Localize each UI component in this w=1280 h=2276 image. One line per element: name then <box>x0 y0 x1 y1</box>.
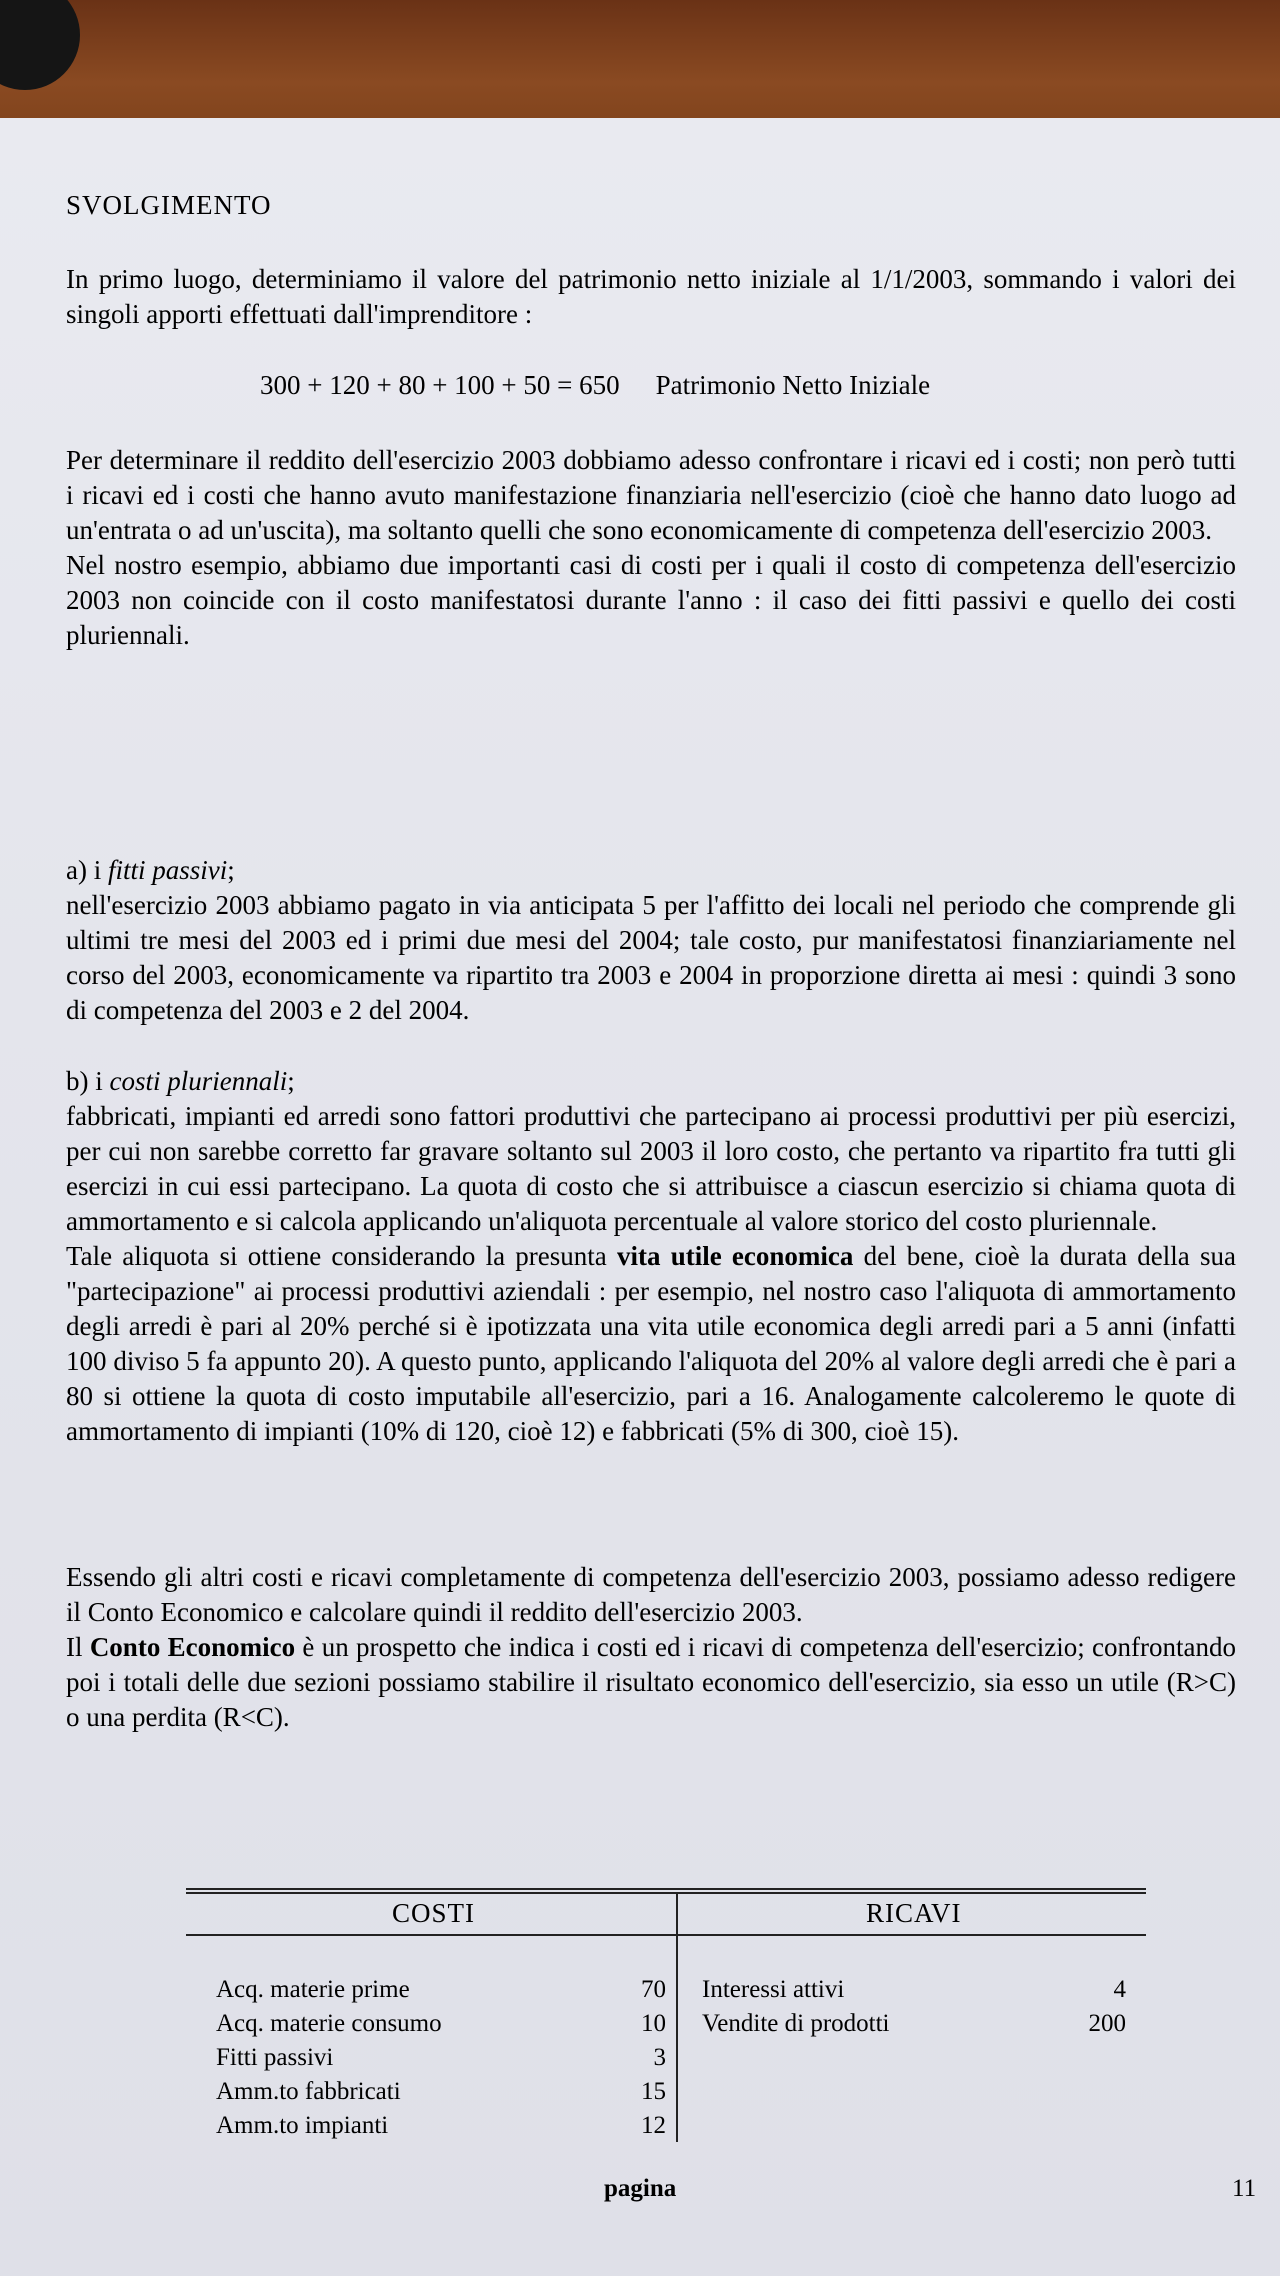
formula-line <box>260 370 930 401</box>
section-a-text: nell'esercizio 2003 abbiamo pagato in via anticipata 5 per l'affitto dei locali nel periodo che comprende gli ultimi tre mesi del 2003 ed i primi due mesi del 2004; tale costo, pur manifestatosi finanziariamente nel corso del 2003, economicamente va ripartito tra 2003 e 2004 in proporzione diretta ai mesi : quindi 3 sono di competenza del 2003 e 2 del 2004. <box>66 890 1236 1025</box>
paragraph-conclusion <box>66 1560 1236 1735</box>
table-header-rule <box>186 1934 1146 1936</box>
table-top-rule-2 <box>186 1892 1146 1894</box>
ricavi-row-value: 4 <box>1113 1976 1126 2003</box>
section-a <box>66 853 1236 1028</box>
section-heading: SVOLGIMENTO <box>66 190 272 220</box>
paragraph-conclusion-1: Essendo gli altri costi e ricavi completamente di competenza dell'esercizio 2003, possiamo adesso redigere il Conto Economico e calcolare quindi il reddito dell'esercizio 2003. <box>66 1562 1236 1627</box>
formula-label: Patrimonio Netto Iniziale <box>655 370 931 400</box>
costi-row-label: Fitti passivi <box>216 2044 334 2071</box>
section-b <box>66 1064 1236 1449</box>
costi-row-value: 12 <box>641 2112 666 2139</box>
paragraph-reddito <box>66 443 1236 653</box>
costi-header: COSTI <box>392 1898 476 1928</box>
section-a-title: a) i fitti passivi; <box>66 855 235 885</box>
costi-row-label: Amm.to impianti <box>216 2112 389 2139</box>
table-top-rule <box>186 1888 1146 1890</box>
costi-row-label: Amm.to fabbricati <box>216 2078 401 2105</box>
paragraph-conclusion-2: Il Conto Economico è un prospetto che indica i costi ed i ricavi di competenza dell'esercizio; confrontando poi i totali delle due sezioni possiamo stabilire il risultato economico dell'esercizio, sia esso un utile (R>C) o una perdita (R<C). <box>66 1632 1236 1732</box>
conto-economico-table <box>186 1888 1146 2158</box>
ricavi-row-value: 200 <box>1088 2010 1126 2037</box>
paragraph-reddito-2: Nel nostro esempio, abbiamo due importanti casi di costi per i quali il costo di competenza dell'esercizio 2003 non coincide con il costo manifestatosi durante l'anno : il caso dei fitti passivi e quello dei costi pluriennali. <box>66 550 1236 650</box>
costi-row-value: 15 <box>641 2078 666 2105</box>
ricavi-row-label: Interessi attivi <box>702 1976 845 2003</box>
section-b-text: fabbricati, impianti ed arredi sono fattori produttivi che partecipano ai processi produttivi per più esercizi, per cui non sarebbe corretto far gravare soltanto sul 2003 il loro costo, che pertanto va ripartito fra tutti gli esercizi in cui essi partecipano. La quota di costo che si attribuisce a ciascun esercizio si chiama quota di ammortamento e si calcola applicando un'aliquota percentuale al valore storico del costo pluriennale. <box>66 1101 1236 1236</box>
costi-row-label: Acq. materie consumo <box>216 2010 442 2037</box>
ricavi-row-label: Vendite di prodotti <box>702 2010 890 2037</box>
table-divider <box>676 1892 678 2142</box>
costi-row-value: 70 <box>641 1976 666 2003</box>
section-b-title: b) i costi pluriennali; <box>66 1066 295 1096</box>
costi-row-label: Acq. materie prime <box>216 1976 410 2003</box>
section-b-text-2: Tale aliquota si ottiene considerando la presunta vita utile economica del bene, cioè la durata della sua "partecipazione" ai processi produttivi aziendali : per esempio, nel nostro caso l'aliquota di ammortamento degli arredi è pari al 20% perché si è ipotizzata una vita utile economica degli arredi pari a 5 anni (infatti 100 diviso 5 fa appunto 20). A questo punto, applicando l'aliquota del 20% al valore degli arredi che è pari a 80 si ottiene la quota di costo imputabile all'esercizio, pari a 16. Analogamente calcoleremo le quote di ammortamento di impianti (10% di 120, cioè 12) e fabbricati (5% di 300, cioè 15). <box>66 1241 1236 1446</box>
page-footer-label: pagina <box>604 2175 677 2202</box>
ricavi-header: RICAVI <box>866 1898 962 1928</box>
paragraph-intro: In primo luogo, determiniamo il valore del patrimonio netto iniziale al 1/1/2003, sommando i valori dei singoli apporti effettuati dall'imprenditore : <box>66 264 1236 329</box>
costi-row-value: 10 <box>641 2010 666 2037</box>
costi-row-value: 3 <box>653 2044 666 2071</box>
page-number: 11 <box>1232 2175 1257 2202</box>
paragraph-reddito-1: Per determinare il reddito dell'esercizio 2003 dobbiamo adesso confrontare i ricavi ed i costi; non però tutti i ricavi ed i costi che hanno avuto manifestazione finanziaria nell'esercizio (cioè che hanno dato luogo ad un'entrata o ad un'uscita), ma soltanto quelli che sono economicamente di competenza dell'esercizio 2003. <box>66 445 1236 545</box>
formula-expression: 300 + 120 + 80 + 100 + 50 = 650 <box>260 370 620 400</box>
